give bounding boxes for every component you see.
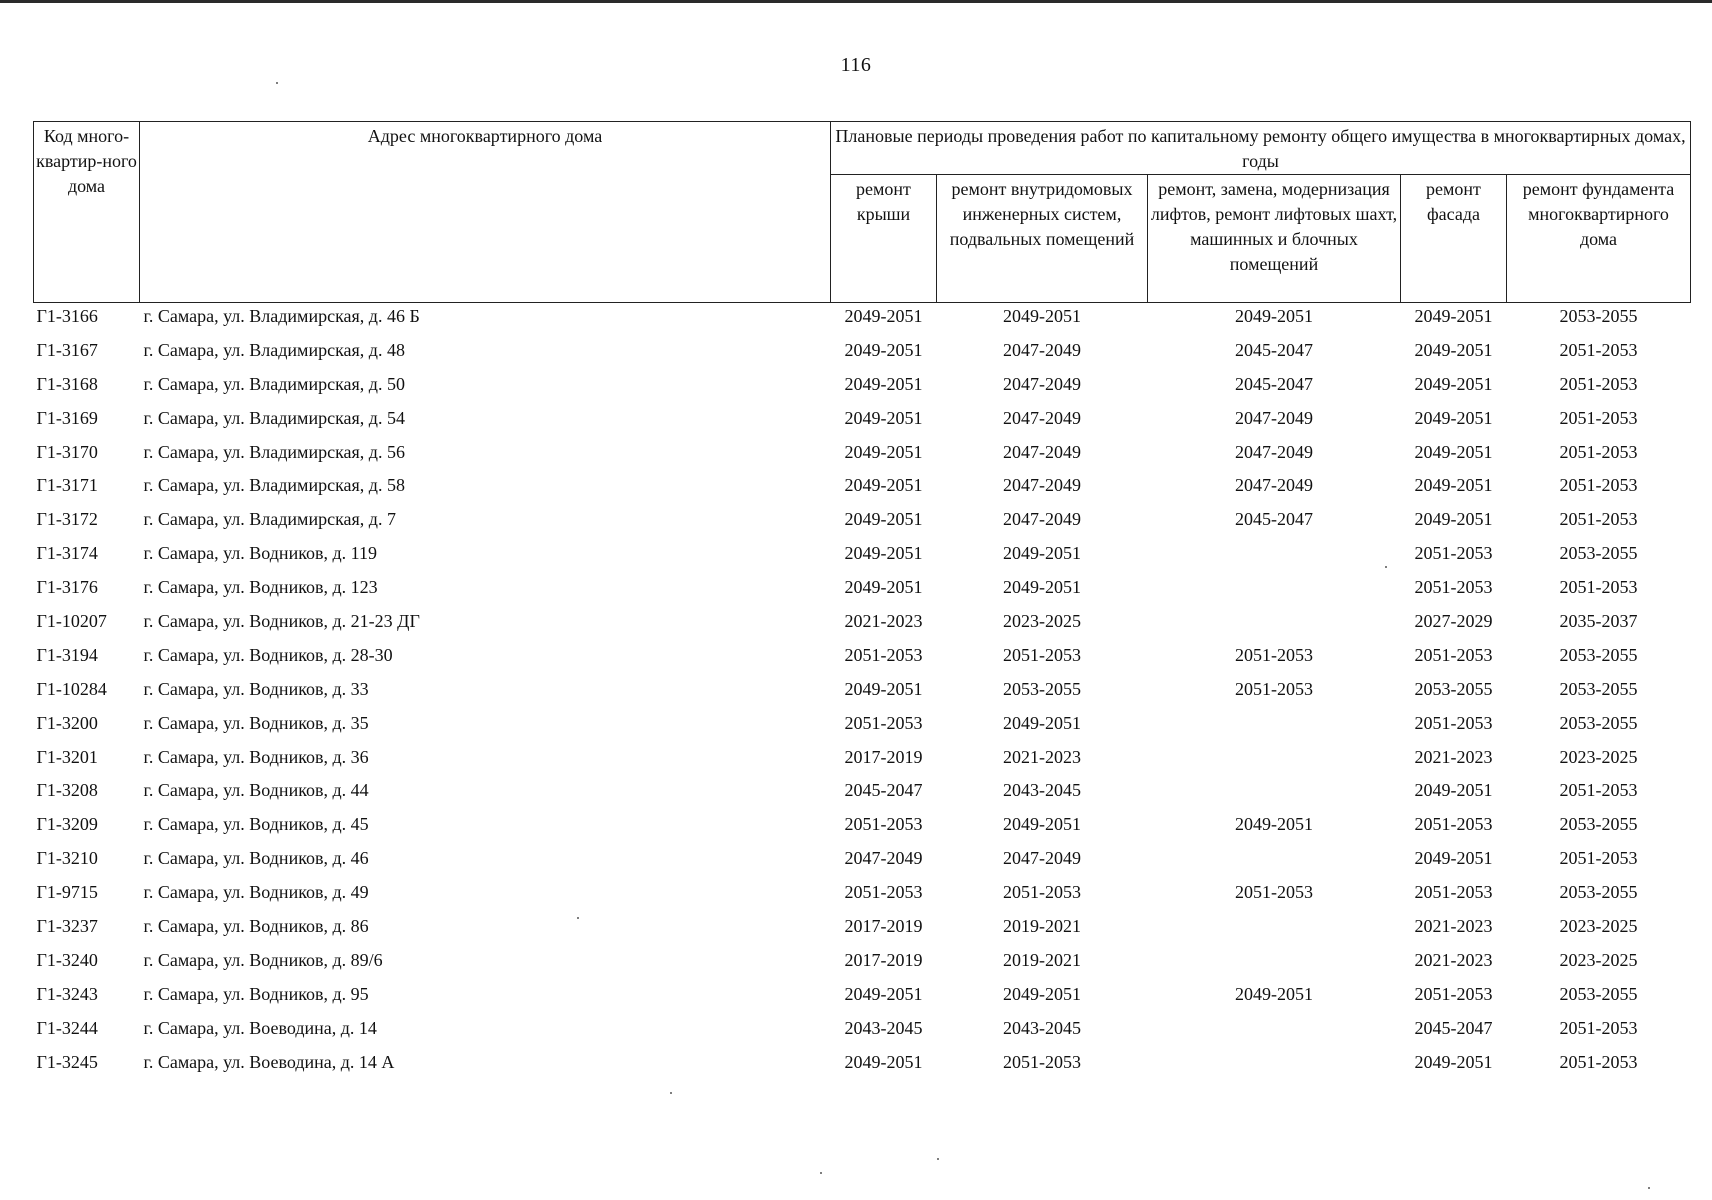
cell-elevators: 2045-2047	[1235, 509, 1313, 530]
cell-foundation: 2053-2055	[1559, 678, 1638, 699]
cell-address: г. Самара, ул. Водников, д. 46	[143, 848, 369, 869]
page-number: 116	[840, 54, 872, 76]
table-row	[34, 811, 1691, 845]
cell-roof: 2045-2047	[844, 780, 923, 801]
cell-facade: 2045-2047	[1414, 1017, 1493, 1038]
header-row-top	[34, 122, 1691, 175]
cell-engineering: 2049-2051	[1003, 712, 1081, 733]
header-engineering: ремонт внутридомовых инженерных систем, подвальных помещений	[937, 175, 1148, 303]
scan-speck	[1385, 566, 1387, 568]
cell-facade: 2051-2053	[1414, 882, 1493, 903]
cell-facade: 2051-2053	[1414, 983, 1493, 1004]
header-elevators: ремонт, замена, модернизация лифтов, ремонт лифтовых шахт, машинных и блочных помещений	[1148, 175, 1401, 303]
cell-address: г. Самара, ул. Водников, д. 44	[143, 780, 369, 801]
cell-facade: 2027-2029	[1414, 611, 1493, 632]
cell-code: Г1-3171	[36, 475, 98, 496]
cell-roof: 2049-2051	[844, 407, 923, 428]
table-row	[34, 710, 1691, 744]
cell-foundation: 2051-2053	[1559, 780, 1638, 801]
cell-code: Г1-3209	[36, 814, 98, 835]
cell-engineering: 2053-2055	[1003, 678, 1081, 699]
table-row	[34, 574, 1691, 608]
cell-engineering: 2047-2049	[1003, 848, 1081, 869]
cell-address: г. Самара, ул. Водников, д. 35	[143, 712, 369, 733]
cell-facade: 2049-2051	[1414, 441, 1493, 462]
cell-elevators	[1148, 845, 1401, 879]
cell-roof: 2021-2023	[844, 611, 923, 632]
cell-code: Г1-3170	[36, 441, 98, 462]
cell-foundation: 2051-2053	[1559, 475, 1638, 496]
cell-roof: 2049-2051	[844, 306, 923, 326]
cell-elevators: 2047-2049	[1235, 407, 1313, 428]
cell-roof: 2017-2019	[844, 746, 923, 767]
cell-elevators	[1148, 710, 1401, 744]
cell-elevators	[1148, 913, 1401, 947]
cell-engineering: 2043-2045	[1003, 1017, 1081, 1038]
cell-engineering: 2051-2053	[1003, 1051, 1081, 1072]
cell-elevators: 2045-2047	[1235, 339, 1313, 360]
scan-speck	[276, 82, 278, 84]
cell-engineering: 2043-2045	[1003, 780, 1081, 801]
table-body	[34, 303, 1691, 1083]
cell-elevators: 2049-2051	[1235, 306, 1313, 326]
table-row	[34, 1049, 1691, 1083]
table-row	[34, 777, 1691, 811]
cell-roof: 2049-2051	[844, 339, 923, 360]
cell-roof: 2051-2053	[844, 882, 923, 903]
cell-facade: 2051-2053	[1414, 543, 1493, 564]
cell-code: Г1-3200	[36, 712, 98, 733]
cell-roof: 2017-2019	[844, 916, 923, 937]
header-periods-group: Плановые периоды проведения работ по капитальному ремонту общего имущества в многоквартирных домах, годы	[831, 122, 1691, 175]
cell-address: г. Самара, ул. Владимирская, д. 50	[143, 373, 405, 394]
cell-foundation: 2053-2055	[1559, 983, 1638, 1004]
cell-roof: 2049-2051	[844, 1051, 923, 1072]
cell-facade: 2049-2051	[1414, 780, 1493, 801]
cell-elevators	[1148, 540, 1401, 574]
cell-roof: 2049-2051	[844, 441, 923, 462]
cell-code: Г1-3244	[36, 1017, 98, 1038]
scan-speck	[937, 1158, 939, 1160]
cell-code: Г1-3172	[36, 509, 98, 530]
cell-foundation: 2051-2053	[1559, 848, 1638, 869]
cell-elevators: 2049-2051	[1235, 814, 1313, 835]
cell-code: Г1-10284	[36, 678, 107, 699]
cell-engineering: 2047-2049	[1003, 509, 1081, 530]
cell-elevators: 2045-2047	[1235, 373, 1313, 394]
cell-address: г. Самара, ул. Владимирская, д. 7	[143, 509, 396, 530]
cell-code: Г1-3237	[36, 916, 98, 937]
cell-foundation: 2053-2055	[1559, 712, 1638, 733]
cell-code: Г1-3210	[36, 848, 98, 869]
table-row	[34, 472, 1691, 506]
cell-code: Г1-3194	[36, 644, 98, 665]
cell-engineering: 2019-2021	[1003, 949, 1081, 970]
table-row	[34, 608, 1691, 642]
table-row	[34, 642, 1691, 676]
cell-elevators	[1148, 947, 1401, 981]
cell-elevators	[1148, 1015, 1401, 1049]
cell-address: г. Самара, ул. Водников, д. 49	[143, 882, 369, 903]
table-row	[34, 506, 1691, 540]
cell-address: г. Самара, ул. Водников, д. 33	[143, 678, 369, 699]
cell-engineering: 2021-2023	[1003, 746, 1081, 767]
cell-roof: 2051-2053	[844, 644, 923, 665]
cell-foundation: 2053-2055	[1559, 306, 1638, 326]
table-row	[34, 439, 1691, 473]
table-row	[34, 1015, 1691, 1049]
cell-address: г. Самара, ул. Водников, д. 95	[143, 983, 369, 1004]
capital-repair-table	[33, 121, 1691, 1082]
cell-roof: 2051-2053	[844, 712, 923, 733]
cell-foundation: 2023-2025	[1559, 916, 1638, 937]
cell-address: г. Самара, ул. Водников, д. 36	[143, 746, 369, 767]
cell-code: Г1-3208	[36, 780, 98, 801]
cell-address: г. Самара, ул. Владимирская, д. 58	[143, 475, 405, 496]
cell-address: г. Самара, ул. Водников, д. 89/6	[143, 949, 383, 970]
cell-engineering: 2051-2053	[1003, 882, 1081, 903]
header-facade: ремонт фасада	[1401, 175, 1507, 303]
cell-facade: 2053-2055	[1414, 678, 1493, 699]
cell-address: г. Самара, ул. Водников, д. 119	[143, 543, 378, 564]
cell-code: Г1-3176	[36, 577, 98, 598]
cell-address: г. Самара, ул. Воеводина, д. 14	[143, 1017, 377, 1038]
cell-engineering: 2049-2051	[1003, 983, 1081, 1004]
cell-elevators: 2047-2049	[1235, 475, 1313, 496]
header-roof: ремонт крыши	[831, 175, 937, 303]
table-row	[34, 981, 1691, 1015]
cell-engineering: 2047-2049	[1003, 407, 1081, 428]
cell-roof: 2049-2051	[844, 543, 923, 564]
cell-code: Г1-10207	[36, 611, 107, 632]
cell-elevators	[1148, 608, 1401, 642]
cell-address: г. Самара, ул. Владимирская, д. 54	[143, 407, 405, 428]
table-row	[34, 845, 1691, 879]
cell-foundation: 2053-2055	[1559, 882, 1638, 903]
scan-speck	[820, 1172, 822, 1174]
top-edge-rule	[0, 0, 1712, 3]
cell-engineering: 2023-2025	[1003, 611, 1081, 632]
cell-foundation: 2051-2053	[1559, 1017, 1638, 1038]
cell-elevators: 2049-2051	[1235, 983, 1313, 1004]
cell-roof: 2049-2051	[844, 678, 923, 699]
cell-foundation: 2053-2055	[1559, 644, 1638, 665]
cell-engineering: 2047-2049	[1003, 475, 1081, 496]
table-row	[34, 676, 1691, 710]
cell-foundation: 2051-2053	[1559, 339, 1638, 360]
cell-roof: 2051-2053	[844, 814, 923, 835]
cell-elevators	[1148, 1049, 1401, 1083]
cell-facade: 2021-2023	[1414, 746, 1493, 767]
cell-foundation: 2051-2053	[1559, 373, 1638, 394]
cell-foundation: 2051-2053	[1559, 509, 1638, 530]
cell-engineering: 2049-2051	[1003, 814, 1081, 835]
header-address: Адрес многоквартирного дома	[140, 122, 831, 303]
cell-facade: 2051-2053	[1414, 644, 1493, 665]
table-row	[34, 405, 1691, 439]
cell-elevators: 2051-2053	[1235, 882, 1313, 903]
cell-facade: 2049-2051	[1414, 509, 1493, 530]
cell-address: г. Самара, ул. Водников, д. 21-23 ДГ	[143, 611, 420, 632]
cell-code: Г1-3243	[36, 983, 98, 1004]
cell-foundation: 2023-2025	[1559, 949, 1638, 970]
cell-elevators: 2051-2053	[1235, 644, 1313, 665]
cell-code: Г1-9715	[36, 882, 98, 903]
cell-code: Г1-3240	[36, 949, 98, 970]
cell-roof: 2047-2049	[844, 848, 923, 869]
scan-speck	[1648, 1187, 1650, 1189]
scan-speck	[577, 917, 579, 919]
cell-engineering: 2051-2053	[1003, 644, 1081, 665]
table-row	[34, 913, 1691, 947]
cell-foundation: 2023-2025	[1559, 746, 1638, 767]
cell-facade: 2049-2051	[1414, 306, 1493, 326]
table-row	[34, 303, 1691, 337]
cell-code: Г1-3166	[36, 306, 98, 326]
cell-engineering: 2049-2051	[1003, 306, 1081, 326]
cell-roof: 2049-2051	[844, 509, 923, 530]
cell-facade: 2051-2053	[1414, 577, 1493, 598]
cell-facade: 2051-2053	[1414, 712, 1493, 733]
cell-facade: 2049-2051	[1414, 848, 1493, 869]
cell-elevators	[1148, 744, 1401, 778]
cell-engineering: 2049-2051	[1003, 543, 1081, 564]
cell-address: г. Самара, ул. Владимирская, д. 56	[143, 441, 405, 462]
cell-engineering: 2019-2021	[1003, 916, 1081, 937]
table-row	[34, 744, 1691, 778]
cell-foundation: 2051-2053	[1559, 441, 1638, 462]
cell-elevators	[1148, 777, 1401, 811]
cell-engineering: 2047-2049	[1003, 339, 1081, 360]
table-row	[34, 371, 1691, 405]
cell-address: г. Самара, ул. Водников, д. 45	[143, 814, 369, 835]
cell-roof: 2049-2051	[844, 373, 923, 394]
header-code: Код много-квартир-ного дома	[34, 122, 140, 303]
cell-address: г. Самара, ул. Владимирская, д. 46 Б	[143, 306, 420, 326]
cell-code: Г1-3168	[36, 373, 98, 394]
cell-engineering: 2049-2051	[1003, 577, 1081, 598]
cell-code: Г1-3245	[36, 1051, 98, 1072]
table-row	[34, 947, 1691, 981]
cell-facade: 2049-2051	[1414, 373, 1493, 394]
cell-elevators: 2051-2053	[1235, 678, 1313, 699]
cell-address: г. Самара, ул. Водников, д. 28-30	[143, 644, 393, 665]
cell-address: г. Самара, ул. Водников, д. 86	[143, 916, 369, 937]
cell-address: г. Самара, ул. Водников, д. 123	[143, 577, 378, 598]
cell-foundation: 2051-2053	[1559, 407, 1638, 428]
cell-foundation: 2053-2055	[1559, 543, 1638, 564]
cell-engineering: 2047-2049	[1003, 441, 1081, 462]
table-row	[34, 337, 1691, 371]
table-row	[34, 540, 1691, 574]
cell-code: Г1-3167	[36, 339, 98, 360]
cell-elevators: 2047-2049	[1235, 441, 1313, 462]
cell-foundation: 2035-2037	[1559, 611, 1638, 632]
cell-facade: 2021-2023	[1414, 949, 1493, 970]
cell-address: г. Самара, ул. Воеводина, д. 14 А	[143, 1051, 395, 1072]
cell-facade: 2051-2053	[1414, 814, 1493, 835]
cell-elevators	[1148, 574, 1401, 608]
cell-code: Г1-3174	[36, 543, 98, 564]
cell-roof: 2049-2051	[844, 577, 923, 598]
cell-roof: 2049-2051	[844, 475, 923, 496]
cell-foundation: 2051-2053	[1559, 1051, 1638, 1072]
cell-facade: 2049-2051	[1414, 407, 1493, 428]
cell-foundation: 2051-2053	[1559, 577, 1638, 598]
cell-foundation: 2053-2055	[1559, 814, 1638, 835]
cell-address: г. Самара, ул. Владимирская, д. 48	[143, 339, 405, 360]
cell-code: Г1-3201	[36, 746, 98, 767]
cell-roof: 2043-2045	[844, 1017, 923, 1038]
cell-facade: 2049-2051	[1414, 339, 1493, 360]
header-foundation: ремонт фундамента многоквартирного дома	[1507, 175, 1691, 303]
cell-facade: 2049-2051	[1414, 475, 1493, 496]
cell-facade: 2021-2023	[1414, 916, 1493, 937]
cell-roof: 2049-2051	[844, 983, 923, 1004]
cell-facade: 2049-2051	[1414, 1051, 1493, 1072]
cell-code: Г1-3169	[36, 407, 98, 428]
cell-roof: 2017-2019	[844, 949, 923, 970]
table-row	[34, 879, 1691, 913]
scan-speck	[670, 1092, 672, 1094]
cell-engineering: 2047-2049	[1003, 373, 1081, 394]
